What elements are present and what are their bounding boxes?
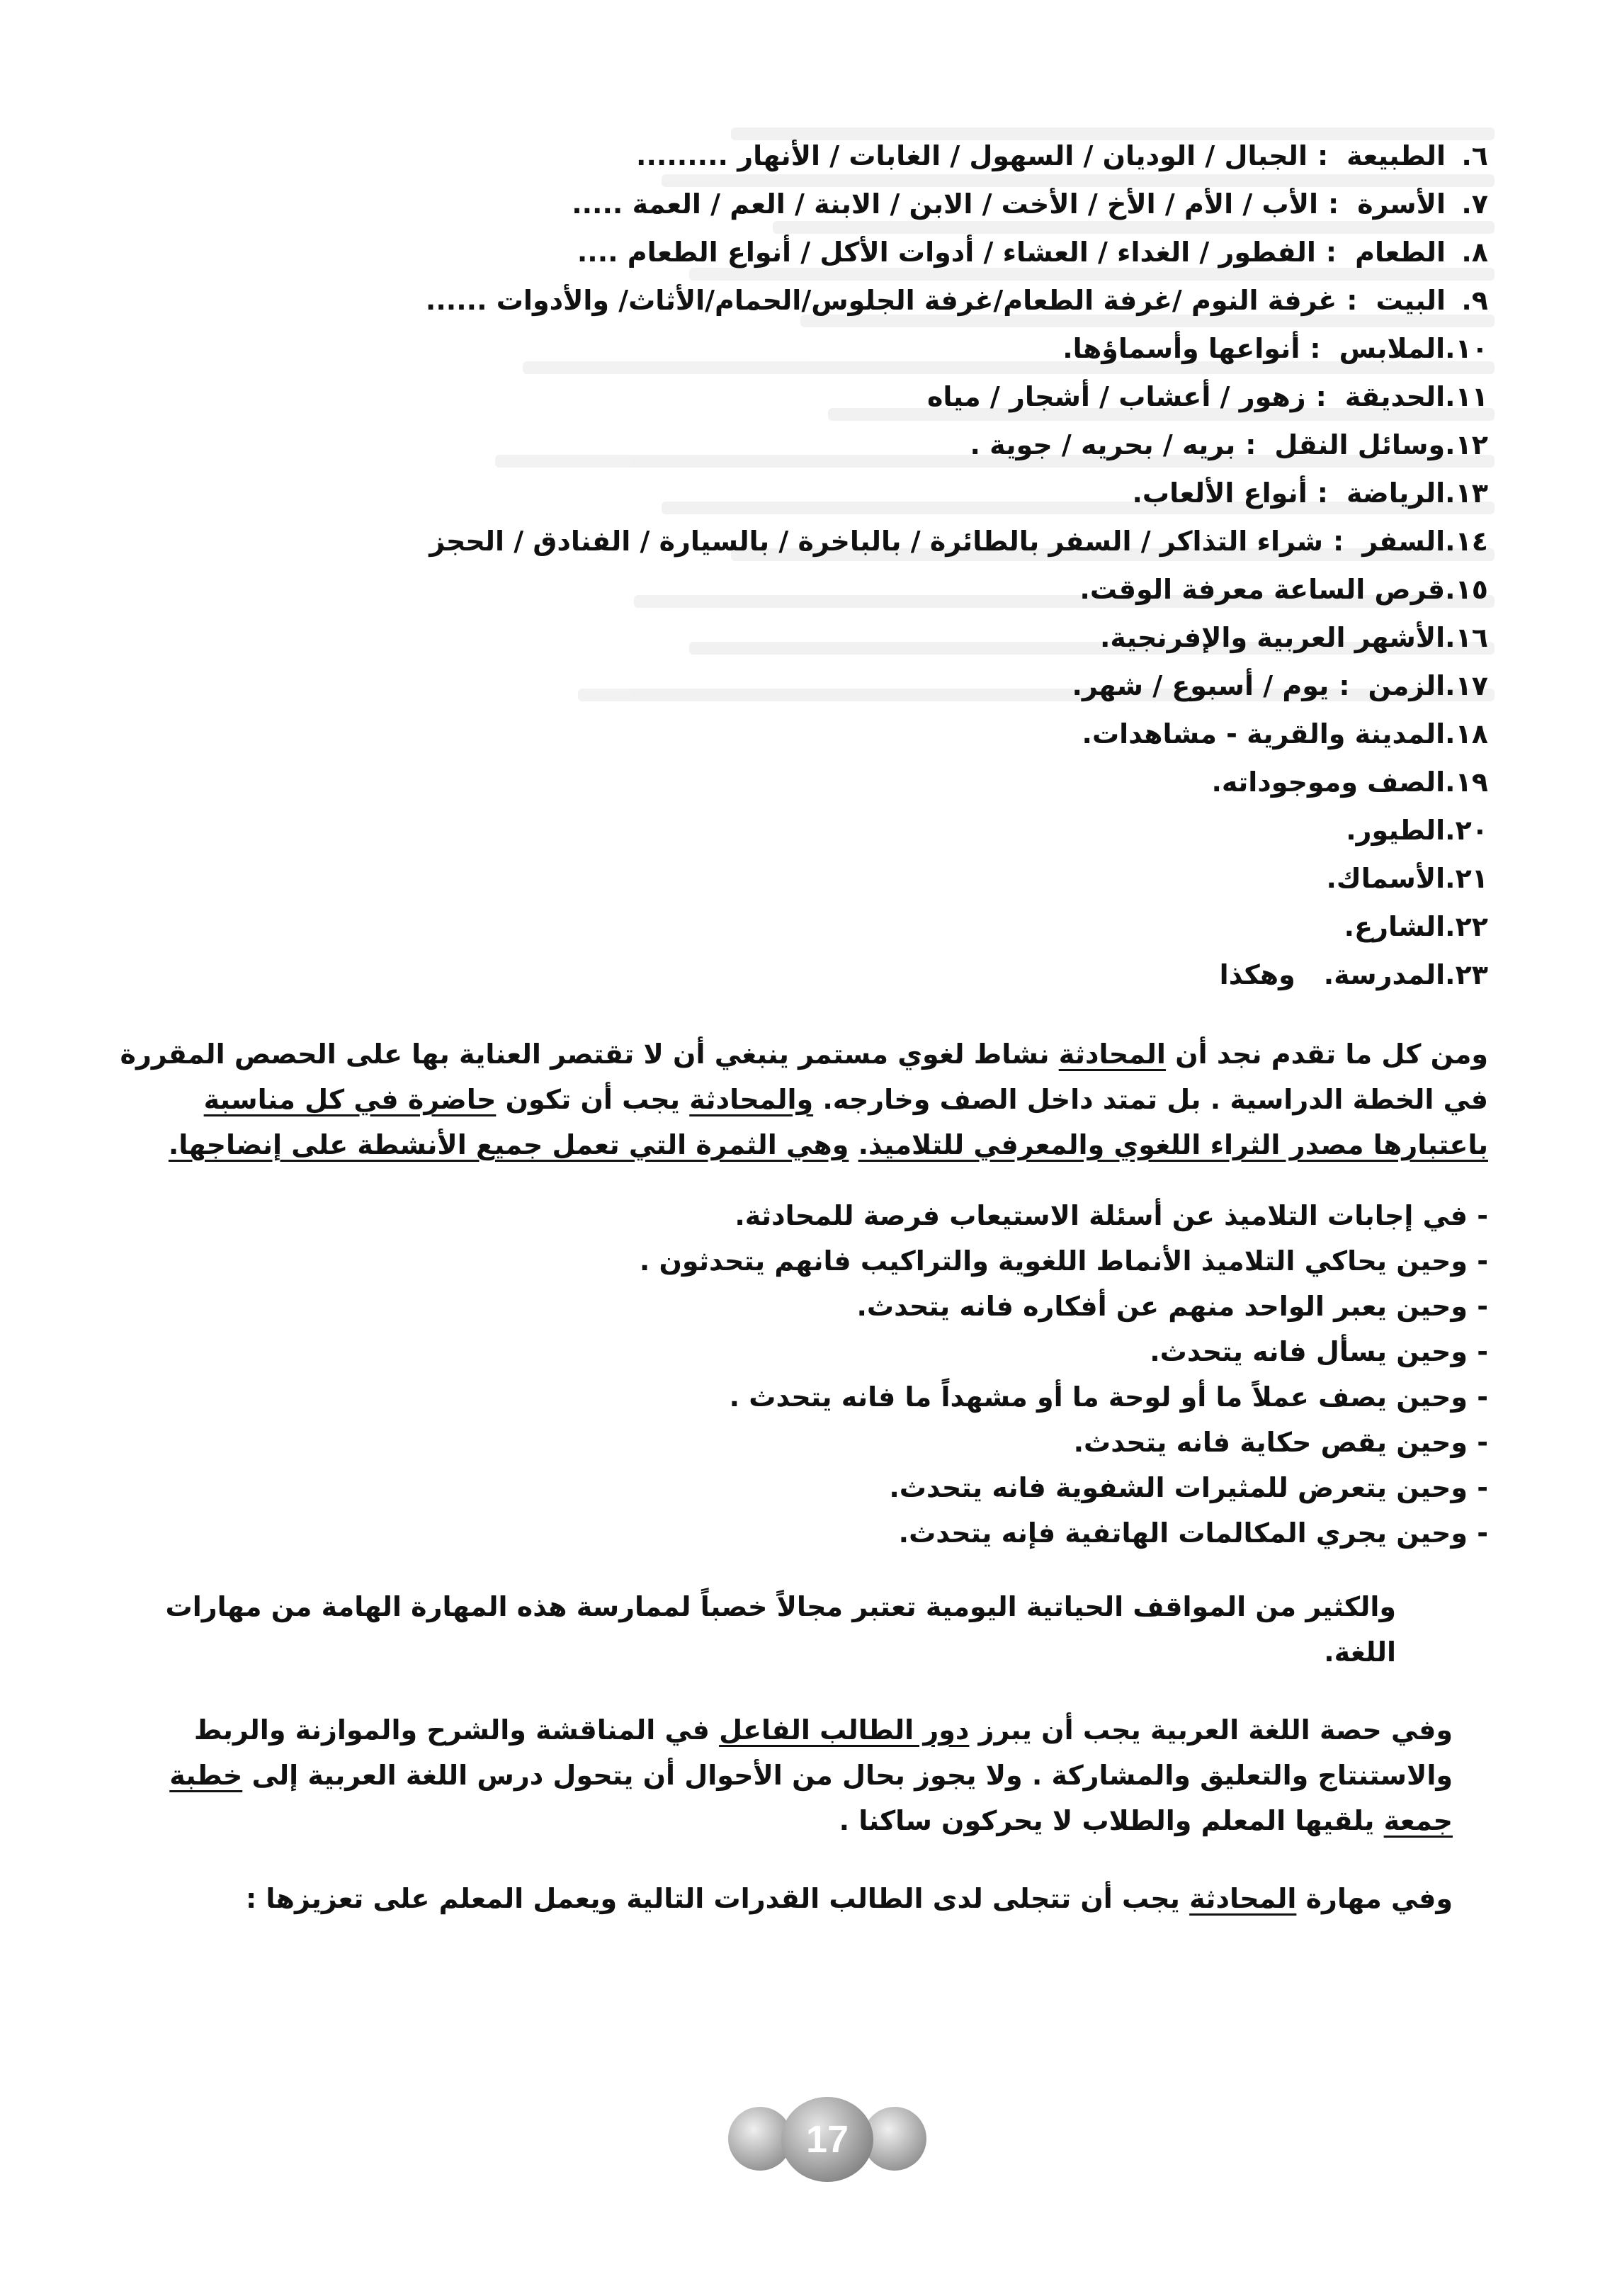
text-run: في المناقشة والشرح والموازنة والربط والاستنتاج والتعليق والمشاركة . ولا يجوز بحال من الأحوال أن يتحول درس اللغة العربية إلى <box>193 1714 1453 1791</box>
topic-item <box>117 758 1488 806</box>
bullet-item: - وحين يسأل فانه يتحدث. <box>1150 1336 1488 1367</box>
topic-list <box>117 132 1488 999</box>
topic-heading: المدينة والقرية - مشاهدات. <box>1082 718 1446 750</box>
topic-heading: الزمن <box>1368 670 1446 701</box>
bullet-item: - وحين يقص حكاية فانه يتحدث. <box>1073 1427 1488 1458</box>
topic-item <box>117 903 1488 951</box>
underlined-term: المحادثة <box>1058 1039 1166 1070</box>
topic-number: ١٠. <box>1445 333 1488 364</box>
topic-item <box>117 324 1488 373</box>
topic-separator: : <box>1328 188 1339 220</box>
topic-item <box>117 854 1488 903</box>
topic-separator: : <box>1333 526 1344 557</box>
topic-separator: : <box>1339 670 1350 701</box>
topic-number: ٢١. <box>1445 863 1488 894</box>
topic-item <box>117 951 1488 999</box>
topic-body: بريه / بحريه / جوية . <box>970 429 1236 460</box>
topic-number: ٢٠. <box>1445 815 1488 846</box>
topic-number: ١٩. <box>1445 767 1488 798</box>
topic-item <box>117 228 1488 276</box>
topic-heading: الصف وموجوداته. <box>1211 767 1446 798</box>
topic-body: أنواعها وأسماؤها. <box>1062 333 1300 364</box>
topic-body: يوم / أسبوع / شهر. <box>1072 670 1329 701</box>
topic-number: ٢٣. <box>1445 959 1488 990</box>
bullet-item: - وحين يحاكي التلاميذ الأنماط اللغوية والتراكيب فانهم يتحدثون . <box>639 1245 1488 1277</box>
text-run: وفي مهارة <box>1296 1883 1453 1914</box>
paragraph-conversation-activity <box>117 1031 1488 1167</box>
paragraph-skill-abilities <box>117 1876 1488 1921</box>
topic-heading: وسائل النقل <box>1274 429 1446 460</box>
topic-body: الأب / الأم / الأخ / الأخت / الابن / الابنة / العم / العمة ..... <box>572 188 1319 220</box>
bullet-item: - وحين يجري المكالمات الهاتفية فإنه يتحدث. <box>898 1517 1488 1549</box>
topic-heading: الأسماك. <box>1326 863 1446 894</box>
topic-separator: : <box>1346 285 1358 316</box>
page-number-badge <box>721 2097 934 2175</box>
underlined-phrase: خطبة جمعة <box>169 1760 1453 1836</box>
underlined-phrase: دور الطالب الفاعل <box>719 1714 970 1746</box>
topic-number: ٦. <box>1461 140 1488 171</box>
bullet-item: - في إجابات التلاميذ عن أسئلة الاستيعاب فرصة للمحادثة. <box>735 1200 1488 1231</box>
topic-item <box>117 517 1488 565</box>
topic-item <box>117 806 1488 854</box>
bullet-item: - وحين يتعرض للمثيرات الشفوية فانه يتحدث. <box>889 1472 1488 1503</box>
topic-body: شراء التذاكر / السفر بالطائرة / بالباخرة / بالسيارة / الفنادق / الحجز <box>429 526 1324 557</box>
topic-heading: الطبيعة <box>1346 140 1446 171</box>
text-run: نشاط لغوي مستمر ينبغي أن لا تقتصر العناية بها على الحصص المقررة في الخطة الدراسية . بل تمتد داخل الصف وخارجه. <box>120 1039 1488 1115</box>
text-run: وفي حصة اللغة العربية يجب أن يبرز <box>969 1714 1453 1746</box>
underlined-phrase: حاضرة في كل مناسبة باعتبارها مصدر الثراء اللغوي والمعرفي للتلاميذ. <box>203 1084 1488 1160</box>
topic-heading: الطيور. <box>1346 815 1446 846</box>
underlined-term: المحادثة <box>1189 1883 1297 1914</box>
topic-body: غرفة النوم /غرفة الطعام/غرفة الجلوس/الحمام/الأثاث/ والأدوات ...... <box>425 285 1337 316</box>
topic-number: ١٨. <box>1445 718 1488 750</box>
topic-heading: السفر <box>1362 526 1446 557</box>
topic-number: ١٦. <box>1445 622 1488 653</box>
topic-body: الفطور / الغداء / العشاء / أدوات الأكل / أنواع الطعام .... <box>577 237 1316 268</box>
topic-item <box>117 132 1488 180</box>
underlined-phrase: وهي الثمرة التي تعمل جميع الأنشطة على إنضاجها. <box>168 1129 849 1160</box>
topic-heading: قرص الساعة معرفة الوقت. <box>1079 574 1446 605</box>
text-run: يجب أن تتجلى لدى الطالب القدرات التالية ويعمل المعلم على تعزيزها : <box>245 1883 1190 1914</box>
topic-heading: الأسرة <box>1357 188 1446 220</box>
topic-heading: الرياضة <box>1346 477 1446 509</box>
text-run <box>849 1129 858 1160</box>
topic-number: ١٣. <box>1445 477 1488 509</box>
topic-heading: البيت <box>1376 285 1446 316</box>
topic-number: ٩. <box>1461 285 1488 316</box>
topic-separator: : <box>1317 140 1329 171</box>
topic-number: ١٧. <box>1445 670 1488 701</box>
topic-separator: : <box>1317 477 1328 509</box>
bullet-list <box>117 1193 1488 1556</box>
text-run: ومن كل ما تقدم نجد أن <box>1165 1039 1488 1070</box>
bullet-item: - وحين يعبر الواحد منهم عن أفكاره فانه يتحدث. <box>856 1291 1488 1322</box>
topic-heading: الطعام <box>1355 237 1446 268</box>
underlined-term: والمحادثة <box>689 1084 814 1115</box>
topic-item <box>117 276 1488 324</box>
topic-heading: الشارع. <box>1344 911 1446 942</box>
topic-number: ١٤. <box>1445 526 1488 557</box>
paragraph-arabic-class <box>117 1707 1488 1843</box>
topic-heading: الملابس <box>1339 333 1446 364</box>
topic-separator: : <box>1315 381 1327 412</box>
topic-body: الجبال / الوديان / السهول / الغابات / الأنهار ......... <box>636 140 1308 171</box>
topic-number: ٨. <box>1461 237 1488 268</box>
text-run: يلقيها المعلم والطلاب لا يحركون ساكنا . <box>839 1805 1384 1836</box>
topic-number: ٢٢. <box>1445 911 1488 942</box>
bullet-item: - وحين يصف عملاً ما أو لوحة ما أو مشهداً ما فانه يتحدث . <box>729 1381 1488 1413</box>
topic-separator: : <box>1310 333 1321 364</box>
topic-separator: : <box>1325 237 1337 268</box>
topic-number: ١٢. <box>1445 429 1488 460</box>
topic-item <box>117 662 1488 710</box>
text-run: يجب أن تكون <box>496 1084 690 1115</box>
topic-number: ١٥. <box>1445 574 1488 605</box>
topic-item <box>117 710 1488 758</box>
topic-number: ٧. <box>1461 188 1488 220</box>
topic-body: أنواع الألعاب. <box>1132 477 1308 509</box>
page-number: 17 <box>781 2097 873 2182</box>
topic-heading: الحديقة <box>1344 381 1446 412</box>
topic-item <box>117 469 1488 517</box>
topic-heading: الأشهر العربية والإفرنجية. <box>1099 622 1446 653</box>
paragraph-daily-situations: والكثير من المواقف الحياتية اليومية تعتبر مجالاً خصباً لممارسة هذه المهارة الهامة من مهارات اللغة. <box>165 1591 1396 1668</box>
topic-heading: المدرسة. <box>1323 959 1446 990</box>
topic-separator: : <box>1245 429 1257 460</box>
topic-item <box>117 421 1488 469</box>
topic-item <box>117 373 1488 421</box>
topic-item <box>117 565 1488 613</box>
topic-body: وهكذا <box>1219 959 1295 990</box>
topic-item <box>117 613 1488 662</box>
topic-number: ١١. <box>1445 381 1488 412</box>
topic-item <box>117 180 1488 228</box>
page-content <box>117 132 1488 1921</box>
topic-body: زهور / أعشاب / أشجار / مياه <box>926 381 1306 412</box>
